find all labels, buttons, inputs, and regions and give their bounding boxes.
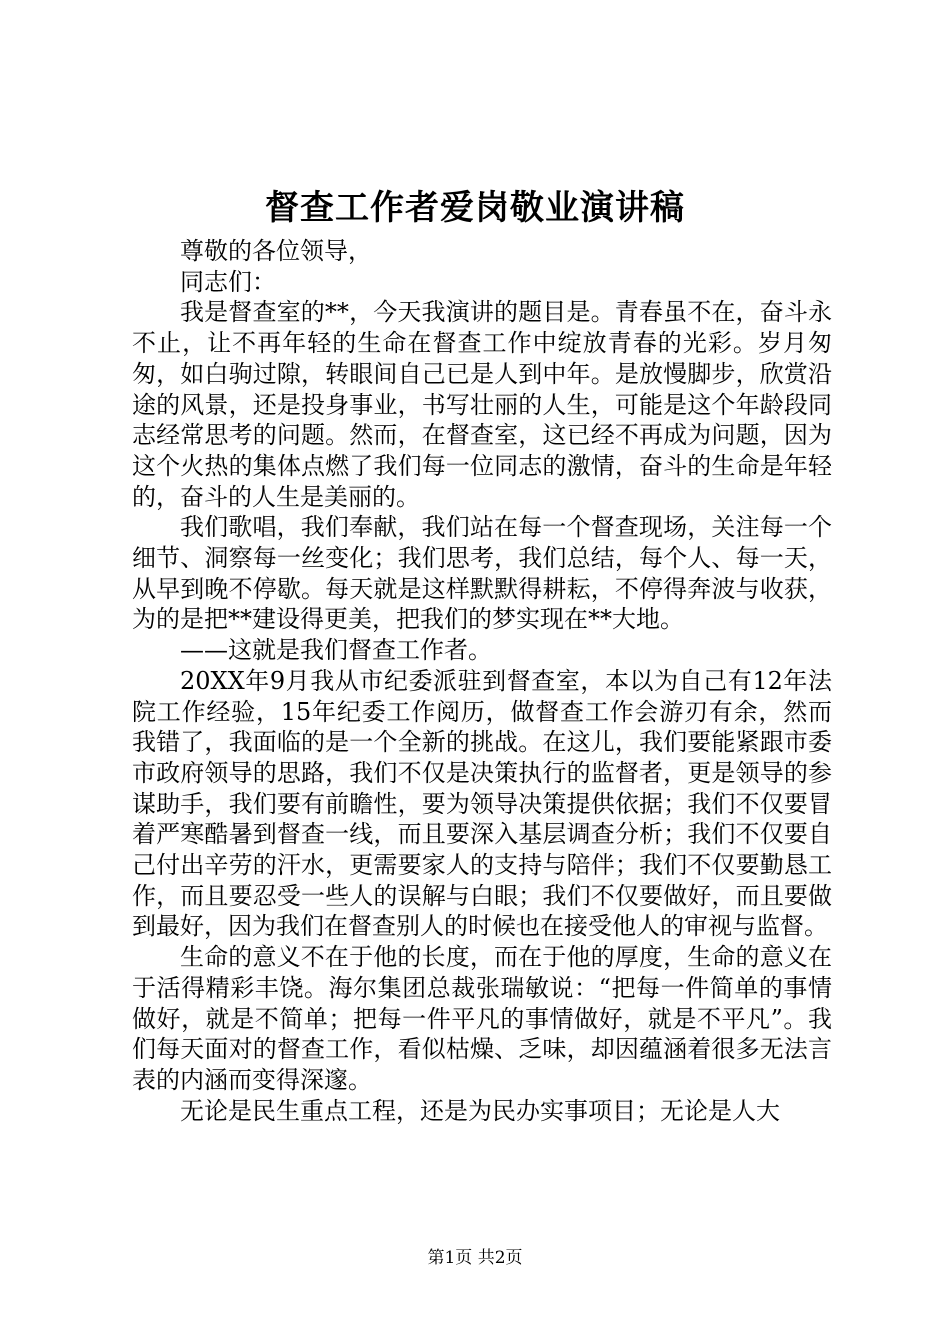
- body-paragraph: 我是督查室的**，今天我演讲的题目是。青春虽不在，奋斗永不止，让不再年轻的生命在督查工作中绽放青春的光彩。岁月匆匆，如白驹过隙，转眼间自己已是人到中年。是放慢脚步，欣赏沿途的风景，还是投身事业，书写壮丽的人生，可能是这个年龄段同志经常思考的问题。然而，在督查室，这已经不再成为问题，因为这个火热的集体点燃了我们每一位同志的激情，奋斗的生命是年轻的，奋斗的人生是美丽的。: [132, 298, 832, 511]
- body-paragraph: ——这就是我们督查工作者。: [180, 636, 492, 665]
- salutation-line: 同志们：: [180, 267, 276, 296]
- body-paragraph: 20XX年9月我从市纪委派驻到督查室，本以为自己有12年法院工作经验，15年纪委工作阅历，做督查工作会游刃有余，然而我错了，我面临的是一个全新的挑战。在这儿，我们要能紧跟市委市政府领导的思路，我们不仅是决策执行的监督者，更是领导的参谋助手，我们要有前瞻性，要为领导决策提供依据；我们不仅要冒着严寒酷暑到督查一线，而且要深入基层调查分析；我们不仅要自己付出辛劳的汗水，更需要家人的支持与陪伴；我们不仅要勤恳工作，而且要忍受一些人的误解与白眼；我们不仅要做好，而且要做到最好，因为我们在督查别人的时候也在接受他人的审视与监督。: [132, 666, 832, 941]
- body-paragraph: 我们歌唱，我们奉献，我们站在每一个督查现场，关注每一个细节、洞察每一丝变化；我们思考，我们总结，每个人、每一天，从早到晚不停歇。每天就是这样默默得耕耘，不停得奔波与收获，为的是把**建设得更美，把我们的梦实现在**大地。: [132, 513, 832, 634]
- salutation-line: 尊敬的各位领导，: [180, 237, 372, 265]
- body-paragraph: 无论是民生重点工程，还是为民办实事项目；无论是人大: [180, 1096, 780, 1125]
- page-number-footer: 第1页 共2页: [427, 1248, 523, 1268]
- document-body: [132, 236, 832, 1126]
- document-title: 督查工作者爱岗敬业演讲稿: [265, 188, 685, 228]
- body-paragraph: 生命的意义不在于他的长度，而在于他的厚度，生命的意义在于活得精彩丰饶。海尔集团总裁张瑞敏说：“把每一件简单的事情做好，就是不简单；把每一件平凡的事情做好，就是不平凡”。我们每天面对的督查工作，看似枯燥、乏味，却因蕴涵着很多无法言表的内涵而变得深邃。: [132, 943, 832, 1094]
